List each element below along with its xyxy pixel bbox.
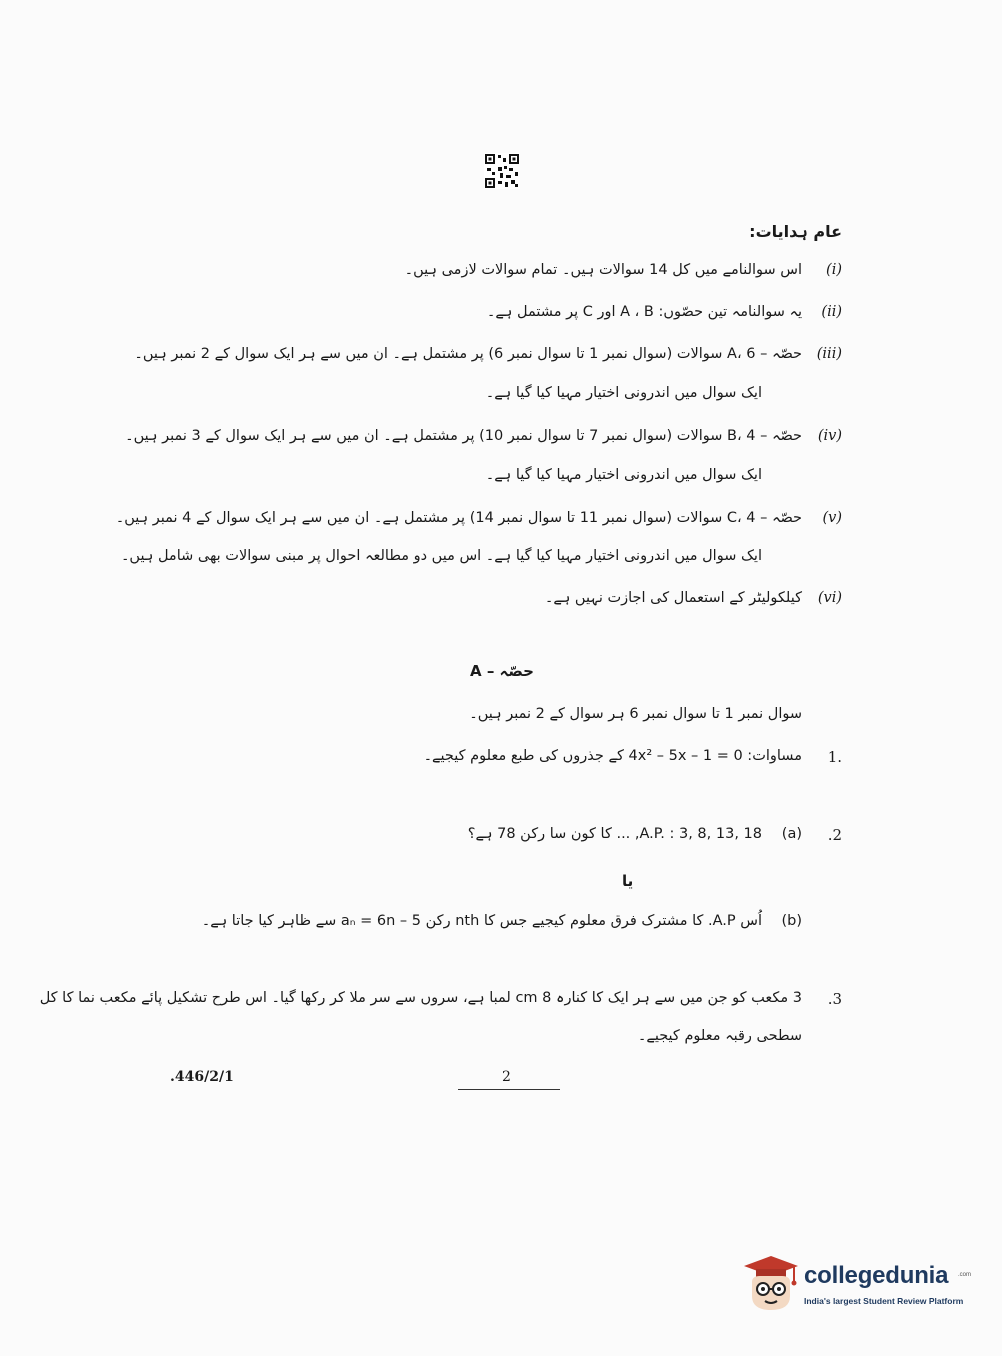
brand-name: collegedunia [804,1262,949,1289]
question-text: A.P. : 3, 8, 13, 18, ... کا کون سا رکن 78 ہے؟ [467,826,762,842]
instruction-continuation: ایک سوال میں اندرونی اختیار مہیا کیا گیا ہے۔ اس میں دو مطالعہ احوال پر مبنی سوالات بھی شامل ہیں۔ [120,548,762,564]
brand-tagline: India's largest Student Review Platform [804,1296,964,1306]
instruction-number: (ii) [821,304,842,320]
qr-code-icon [484,153,520,189]
instruction-text: حصّہ – B، 4 سوالات (سوال نمبر 7 تا سوال نمبر 10) پر مشتمل ہے۔ ان میں سے ہر ایک سوال کے 3 نمبر ہیں۔ [125,428,802,444]
instruction-text: حصّہ – C، 4 سوالات (سوال نمبر 11 تا سوال نمبر 14) پر مشتمل ہے۔ ان میں سے ہر ایک سوال کے 4 نمبر ہیں۔ [115,510,802,526]
question-text: مساوات: 4x² – 5x – 1 = 0 کے جذروں کی طبع معلوم کیجیے۔ [423,748,802,764]
question-number: .2 [827,826,842,844]
instruction-text: یہ سوالنامہ تین حصّوں: A ، B اور C پر مشتمل ہے۔ [486,304,802,320]
general-instructions-heading: عام ہدایات: [749,222,842,241]
instruction-number: (v) [822,510,842,526]
question-part-label: (a) [781,826,802,842]
instruction-continuation: ایک سوال میں اندرونی اختیار مہیا کیا گیا ہے۔ [485,385,762,401]
instruction-number: (i) [826,262,842,278]
instruction-text: کیلکولیٹر کے استعمال کی اجازت نہیں ہے۔ [544,590,802,606]
question-text: اُس A.P. کا مشترک فرق معلوم کیجیے جس کا nth رکن aₙ = 6n – 5 سے ظاہر کیا جاتا ہے۔ [201,913,762,929]
section-note: سوال نمبر 1 تا سوال نمبر 6 ہر سوال کے 2 نمبر ہیں۔ [469,706,802,722]
question-text-continuation: سطحی رقبہ معلوم کیجیے۔ [637,1028,802,1044]
instruction-text: حصّہ – A، 6 سوالات (سوال نمبر 1 تا سوال نمبر 6) پر مشتمل ہے۔ ان میں سے ہر ایک سوال کے 2 نمبر ہیں۔ [134,346,802,362]
paper-code: .446/2/1 [170,1069,234,1085]
brand-suffix: .com [958,1272,972,1278]
instruction-number: (iv) [817,428,842,444]
instruction-number: (iii) [816,346,842,362]
question-number: 1. [827,748,842,766]
question-part-label: (b) [781,913,802,929]
section-title: حصّہ – A [470,662,534,680]
instruction-text: اس سوالنامے میں کل 14 سوالات ہیں۔ تمام سوالات لازمی ہیں۔ [404,262,802,278]
page-number: 2 [502,1069,511,1085]
question-number: .3 [827,990,842,1008]
question-text: 3 مکعب کو جن میں سے ہر ایک کا کنارہ 8 cm لمبا ہے، سروں سے سر ملا کر رکھا گیا۔ اس طرح تشکیل پائے مکعب نما کا کل [39,990,802,1006]
page-number-underline [458,1089,560,1090]
mascot-logo-icon [742,1252,800,1314]
collegedunia-watermark [742,1252,972,1316]
instruction-number: (vi) [817,590,842,606]
instruction-continuation: ایک سوال میں اندرونی اختیار مہیا کیا گیا ہے۔ [485,467,762,483]
or-separator: یا [622,872,634,890]
